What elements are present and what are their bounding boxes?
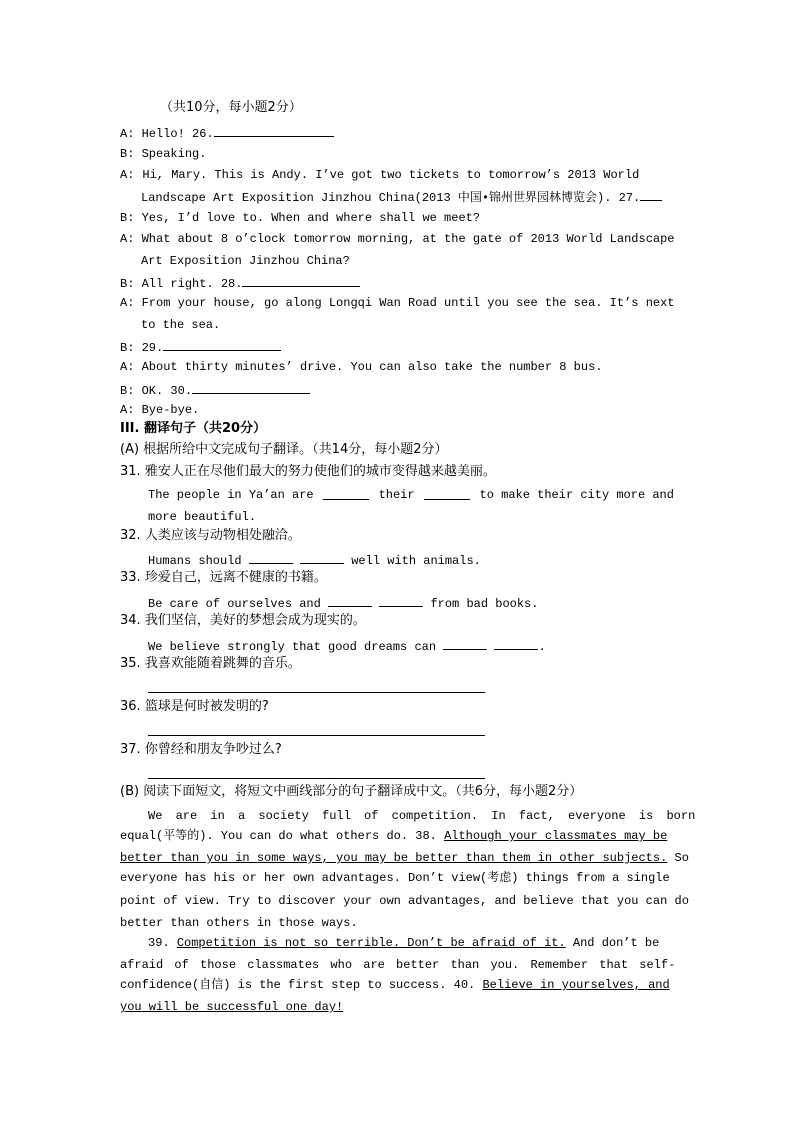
answer-blank[interactable] — [379, 594, 423, 607]
question-33: 33. 珍爱自己，远离不健康的书籍。 — [120, 570, 327, 585]
answer-blank-30[interactable] — [192, 381, 310, 394]
question-36: 36. 篮球是何时被发明的? — [120, 699, 269, 714]
passage-line-39: 39. Competition is not so terrible. Don’t be afraid of it. And don’t be — [148, 936, 660, 950]
dialogue-line: A: What about 8 o’clock tomorrow morning, at the gate of 2013 World Landscape — [120, 232, 675, 246]
passage-line-38: equal(平等的). You can do what others do. 38. Although your classmates may be — [120, 829, 668, 843]
dialogue-line: A: Bye-bye. — [120, 403, 200, 417]
question-35: 35. 我喜欢能随着跳舞的音乐。 — [120, 656, 301, 671]
section-title: III. 翻译句子（共20分） — [120, 421, 267, 436]
underlined-sentence-39: Competition is not so terrible. Don’t be afraid of it. — [176, 936, 566, 950]
dialogue-line-26: A: Hello! 26. — [120, 124, 334, 142]
passage-line: better than others in those ways. — [120, 916, 358, 930]
dialogue-line: to the sea. — [141, 318, 221, 332]
answer-line-36[interactable] — [148, 735, 485, 736]
underlined-sentence-40-cont: you will be successful one day! — [120, 1000, 344, 1014]
question-34: 34. 我们坚信，美好的梦想会成为现实的。 — [120, 613, 366, 628]
dialogue-line: Art Exposition Jinzhou China? — [141, 254, 350, 268]
underlined-sentence-38-cont: better than you in some ways, you may be better than them in other subjects. — [120, 851, 668, 865]
question-32: 32. 人类应该与动物相处融洽。 — [120, 528, 301, 543]
answer-line-33: Be care of ourselves and from bad books. — [148, 594, 538, 612]
question-37: 37. 你曾经和朋友争吵过么? — [120, 742, 282, 757]
dialogue-line: A: About thirty minutes’ drive. You can also take the number 8 bus. — [120, 360, 603, 374]
dialogue-line: A: From your house, go along Longqi Wan Road until you see the sea. It’s next — [120, 296, 675, 310]
passage-line: We are in a society full of competition. In fact, everyone is born — [148, 809, 696, 823]
part-b-header: (B) 阅读下面短文，将短文中画线部分的句子翻译成中文。（共6分，每小题2分） — [120, 784, 583, 799]
dialogue-line: A: Hi, Mary. This is Andy. I’ve got two tickets to tomorrow’s 2013 World — [120, 168, 640, 182]
passage-line: point of view. Try to discover your own advantages, and believe that you can do — [120, 894, 689, 908]
answer-blank[interactable] — [424, 487, 470, 500]
answer-line-34: We believe strongly that good dreams can . — [148, 637, 546, 655]
dialogue-header: （共10分，每小题2分） — [160, 100, 302, 115]
answer-line-31: The people in Ya’an are their to make their city more and — [148, 488, 674, 502]
answer-line-32: Humans should well with animals. — [148, 551, 481, 569]
answer-blank-29[interactable] — [163, 338, 281, 351]
passage-line-40: confidence(自信) is the first step to success. 40. Believe in yourselves, and — [120, 978, 670, 992]
answer-blank[interactable] — [249, 551, 293, 564]
passage-line-38-cont: better than you in some ways, you may be better than them in other subjects. So — [120, 851, 689, 865]
answer-blank[interactable] — [494, 637, 538, 650]
question-31: 31. 雅安人正在尽他们最大的努力使他们的城市变得越来越美丽。 — [120, 464, 496, 479]
answer-blank-28[interactable] — [242, 274, 360, 287]
dialogue-line-27: Landscape Art Exposition Jinzhou China(2013 中国•锦州世界园林博览会). 27. — [141, 188, 662, 206]
answer-blank[interactable] — [300, 551, 344, 564]
answer-blank-26[interactable] — [214, 124, 334, 137]
passage-line: everyone has his or her own advantages. Don’t view(考虑) things from a single — [120, 871, 670, 885]
answer-line-31-cont: more beautiful. — [148, 510, 257, 524]
answer-blank[interactable] — [323, 487, 369, 500]
answer-blank-27[interactable] — [640, 188, 662, 201]
answer-line-35[interactable] — [148, 692, 485, 693]
dialogue-line: B: Yes, I’d love to. When and where shall we meet? — [120, 211, 481, 225]
dialogue-line-30: B: OK. 30. — [120, 381, 310, 399]
dialogue-line-28: B: All right. 28. — [120, 274, 360, 292]
underlined-sentence-38: Although your classmates may be — [444, 829, 668, 843]
passage-line: afraid of those classmates who are better than you. Remember that self- — [120, 958, 676, 972]
underlined-sentence-40: Believe in yourselves, and — [482, 978, 670, 992]
answer-blank[interactable] — [328, 594, 372, 607]
dialogue-line: B: Speaking. — [120, 147, 207, 161]
answer-line-37[interactable] — [148, 778, 485, 779]
answer-blank[interactable] — [443, 637, 487, 650]
part-a-header: (A) 根据所给中文完成句子翻译。（共14分，每小题2分） — [120, 442, 448, 457]
passage-line-40-cont — [120, 999, 343, 1015]
dialogue-line-29: B: 29. — [120, 338, 281, 356]
